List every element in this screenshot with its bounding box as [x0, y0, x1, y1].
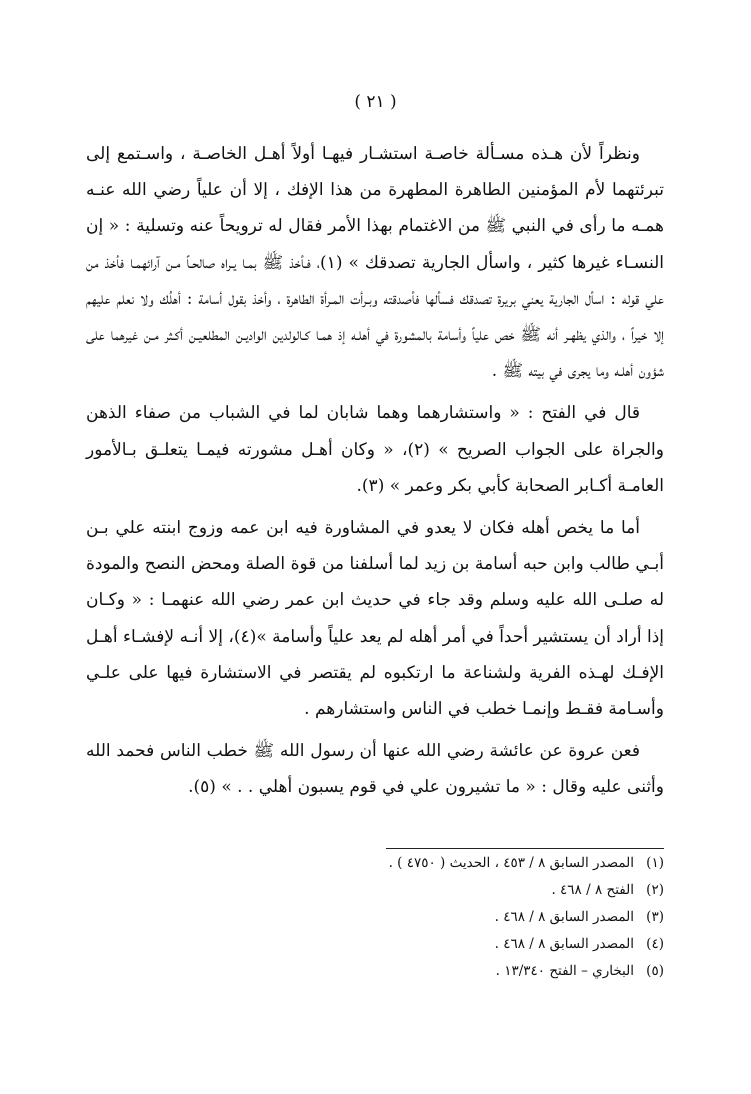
page-number: ( ٢١ ): [354, 92, 397, 112]
footnote-number: (٤): [646, 936, 664, 952]
footnote-number: (٢): [646, 882, 664, 898]
paragraph-3: أما ما يخص أهله فكان لا يعدو في المشاورة فيه ابن عمه وزوج ابنته علي بـن أبـي طالب وابن حبه أسامة بن زيد لما أسلفنا من قوة الصلة ومحض النصح والمودة له صلـى الله عليه وسلم وقد جاء في حديث ابن عمر رضي الله عنهمـا : « وكـان إذا أراد أن يستشير أحداً في أمر أهله لم يعد علياً وأسامة »(٤)، إلا أنـه لإفشـاء أهـل الإفـك لهـذه الفرية ولشناعة ما ارتكبوه لم يقتصر في الاستشارة فيها على علـي وأسـامة فقـط وإنمـا خطب في الناس واستشارهم .: [86, 518, 664, 720]
footnote-divider: [386, 848, 664, 849]
footnote-number: (٣): [646, 909, 664, 925]
footnote-item: [300, 904, 664, 931]
footnote-text: المصدر السابق ٨ / ٤٦٨ .: [494, 936, 634, 952]
footnote-item: [300, 850, 664, 877]
footnote-item: [300, 931, 664, 958]
footnote-item: [300, 877, 664, 904]
footnote-number: (٥): [646, 963, 664, 979]
footnotes-list: [300, 850, 664, 985]
footnote-text: المصدر السابق ٨ / ٤٥٣ ، الحديث ( ٤٧٥٠ ) .: [388, 855, 634, 871]
footnote-text: الفتح ٨ / ٤٦٨ .: [551, 882, 634, 898]
paragraph-1: ونظراً لأن هـذه مسـألة خاصـة استشـار فيهـا أولاً أهـل الخاصـة ، واسـتمع إلى تبرئتهما لأم المؤمنين الطاهرة المطهرة من هذا الإفك ، إلا أن علياً رضي الله عنـه همـه ما رأى في النبي ﷺ من الاغتمام بهذا الأمر فقال له ترويحاً عنه وتسلية : « إن النسـاء غيرها كثير ، واسأل الجارية تصدقك » (١)، فـأخذ ﷺ بمـا يـراه صالحـاً مـن آرائهمـا فأخذ من علي قوله : اسأل الجارية يعني بريرة تصدقك فسألها فأصدقته وبـرأت المـرأة الطاهرة ، وأخذ بقول أسامة : أهلُك ولا نعلم عليهم إلا خيراً ، والذي يظهـر أنه ﷺ خص علياً وأسامة بالمشورة في أهلـه إذ همـا كـالولدين الواديـن المطلعيـن أكـثر مـن غيرهما على شؤون أهلـه وما يجرى في بيته ﷺ .: [86, 144, 664, 382]
paragraph-4: فعن عروة عن عائشة رضي الله عنها أن رسول الله ﷺ خطب الناس فحمد الله وأثنى عليه وقال : « ما تشيرون علي في قوم يسبون أهلي . . » (٥).: [86, 741, 664, 798]
footnote-item: [300, 958, 664, 985]
footnote-text: المصدر السابق ٨ / ٤٦٨ .: [494, 909, 634, 925]
body-text: [86, 136, 664, 806]
footnote-text: البخاري – الفتح ١٣/٣٤٠ .: [495, 963, 634, 979]
paragraph-2: قال في الفتح : « واستشارهما وهما شابان لما في الشباب من صفاء الذهن والجراة على الجواب الصريح » (٢)، « وكان أهـل مشورته فيمـا يتعلـق بـالأمور العامـة أكـابر الصحابة كأبي بكر وعمر » (٣).: [86, 403, 664, 496]
footnote-number: (١): [646, 855, 664, 871]
